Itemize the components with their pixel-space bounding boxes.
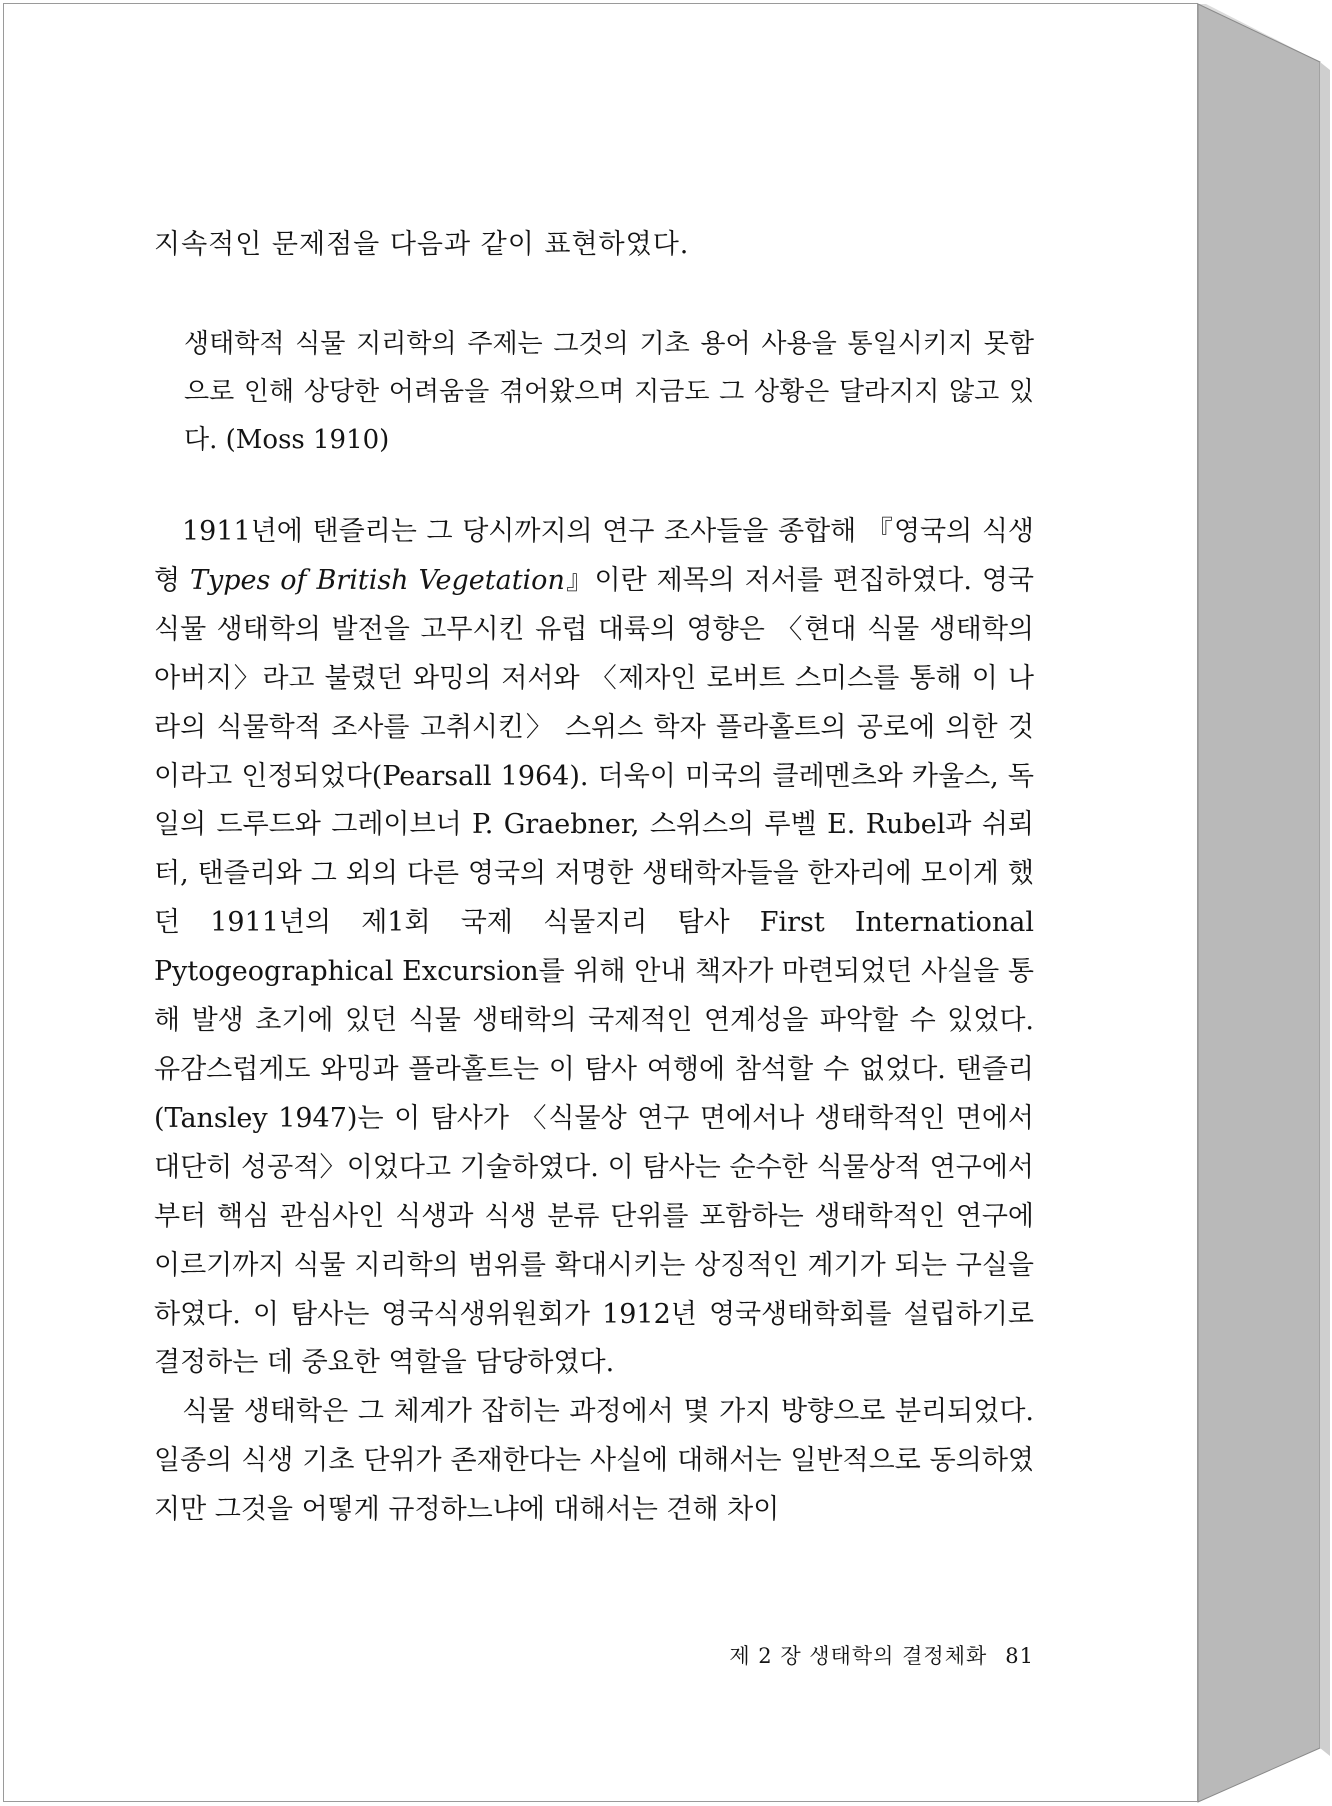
paragraph-1	[154, 508, 1034, 1388]
book-side-face	[1198, 4, 1320, 1802]
book-shadow	[1320, 62, 1330, 1756]
paragraph-2: 식물 생태학은 그 체계가 잡히는 과정에서 몇 가지 방향으로 분리되었다. 일종의 식생 기초 단위가 존재한다는 사실에 대해서는 일반적으로 동의하였지만 그것을 어떻게 규정하느냐에 대해서는 견해 차이	[154, 1396, 1034, 1526]
page-number: 81	[1005, 1644, 1034, 1668]
quote-text: 생태학적 식물 지리학의 주제는 그것의 기초 용어 사용을 통일시키지 못함으로 인해 상당한 어려움을 겪어왔으며 지금도 그 상황은 달라지지 않고 있다. (Moss 1910)	[184, 329, 1034, 455]
paragraph-1-part-1: 1911년에 탠즐리는 그 당시까지의 연구 조사들을 종합해 『영국의 식생형	[154, 516, 1034, 596]
chapter-title: 제 2 장 생태학의 결정체화	[729, 1644, 988, 1668]
paragraph-1-part-2: 』이란 제목의 저서를 편집하였다. 영국 식물 생태학의 발전을 고무시킨 유럽 대륙의 영향은 〈현대 식물 생태학의 아버지〉라고 불렸던 와밍의 저서와 〈제자인 로버트 스미스를 통해 이 나라의 식물학적 조사를 고취시킨〉 스위스 학자 플라홀트의 공로에 의한 것이라고 인정되었다(Pearsall 1964). 더욱이 미국의 클레멘츠와 카울스, 독일의 드루드와 그레이브너 P. Graebner, 스위스의 루벨 E. Rubel과 쉬뢰터, 탠즐리와 그 외의 다른 영국의 저명한 생태학자들을 한자리에 모이게 했던 1911년의 제1회 국제 식물지리 탐사 First International Pytogeographical Excursion를 위해 안내 책자가 마련되었던 사실을 통해 발생 초기에 있던 식물 생태학의 국제적인 연계성을 파악할 수 있었다. 유감스럽게도 와밍과 플라홀트는 이 탐사 여행에 참석할 수 없었다. 탠즐리(Tansley 1947)는 이 탐사가 〈식물상 연구 면에서나 생태학적인 면에서 대단히 성공적〉이었다고 기술하였다. 이 탐사는 순수한 식물상적 연구에서부터 핵심 관심사인 식생과 식생 분류 단위를 포함하는 생태학적인 연구에 이르기까지 식물 지리학의 범위를 확대시키는 상징적인 계기가 되는 구실을 하였다. 이 탐사는 영국식생위원회가 1912년 영국생태학회를 설립하기로 결정하는 데 중요한 역할을 담당하였다.	[154, 564, 1034, 1379]
block-quote	[184, 320, 1034, 464]
running-footer	[700, 1640, 1034, 1670]
body-text	[154, 508, 1034, 1535]
book-title-italic: Types of British Vegetation	[190, 564, 565, 596]
intro-line: 지속적인 문제점을 다음과 같이 표현하였다.	[154, 229, 690, 260]
